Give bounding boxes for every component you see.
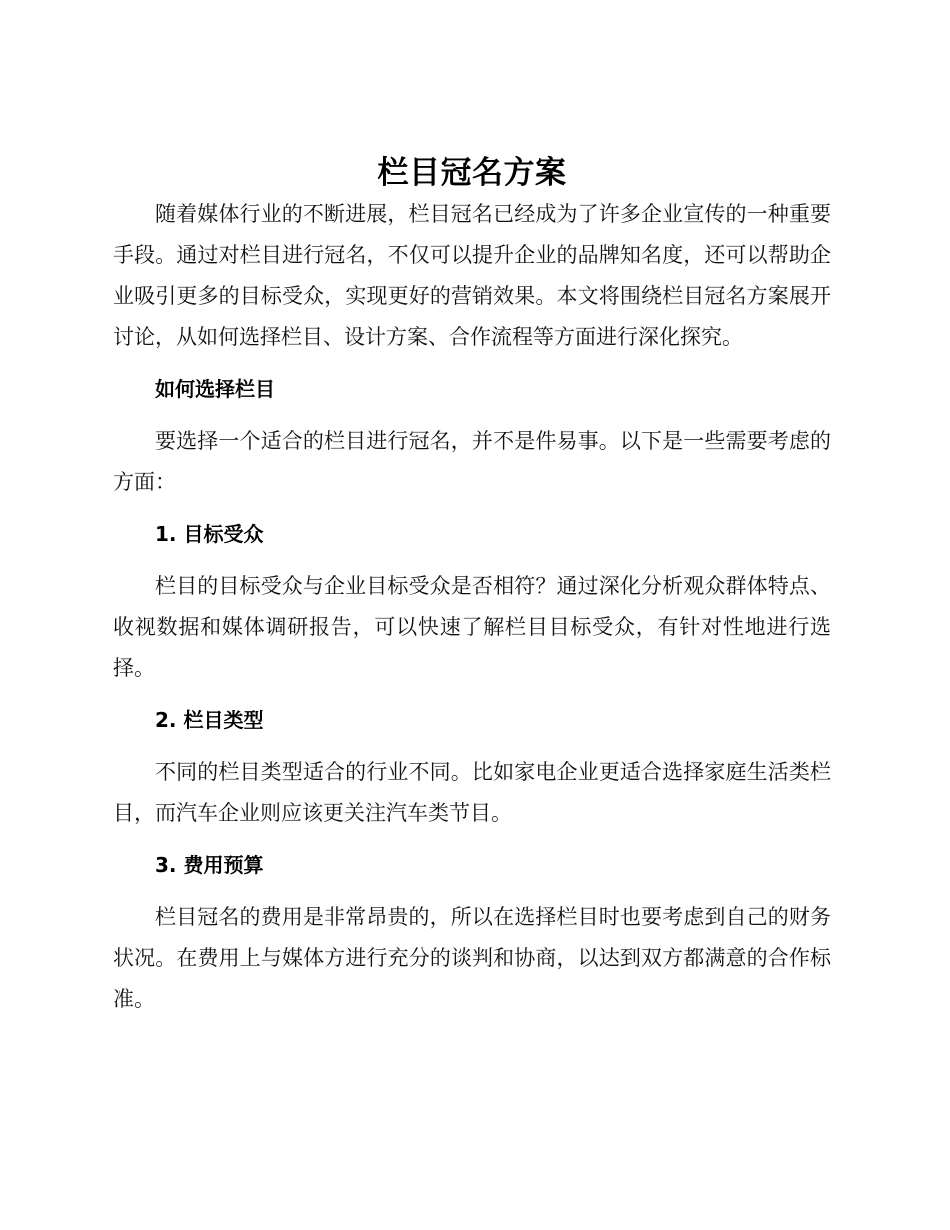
spacer [113,886,831,897]
item-heading-audience: 1. 目标受众 [155,522,264,546]
spacer [113,555,831,566]
spacer [113,689,831,700]
document-page [113,152,831,1020]
spacer [113,741,831,752]
item-text-type: 不同的栏目类型适合的行业不同。比如家电企业更适合选择家庭生活类栏目，而汽车企业则应该更关注汽车类节目。 [113,760,831,825]
section-heading: 如何选择栏目 [155,377,275,401]
document-title: 栏目冠名方案 [377,155,567,191]
section-intro-paragraph: 要选择一个适合的栏目进行冠名，并不是件易事。以下是一些需要考虑的方面： [113,429,831,494]
item-text-budget: 栏目冠名的费用是非常昂贵的，所以在选择栏目时也要考虑到自己的财务状况。在费用上与媒体方进行充分的谈判和协商，以达到双方都满意的合作标准。 [113,905,831,1011]
spacer [113,834,831,845]
spacer [113,503,831,514]
item-text-audience: 栏目的目标受众与企业目标受众是否相符？通过深化分析观众群体特点、收视数据和媒体调研报告，可以快速了解栏目目标受众，有针对性地进行选择。 [113,574,831,680]
item-heading-type: 2. 栏目类型 [155,708,264,732]
intro-paragraph: 随着媒体行业的不断进展，栏目冠名已经成为了许多企业宣传的一种重要手段。通过对栏目进行冠名，不仅可以提升企业的品牌知名度，还可以帮助企业吸引更多的目标受众，实现更好的营销效果。本文将围绕栏目冠名方案展开讨论，从如何选择栏目、设计方案、合作流程等方面进行深化探究。 [113,202,831,349]
spacer [113,410,831,421]
item-heading-budget: 3. 费用预算 [155,853,264,877]
spacer [113,358,831,369]
